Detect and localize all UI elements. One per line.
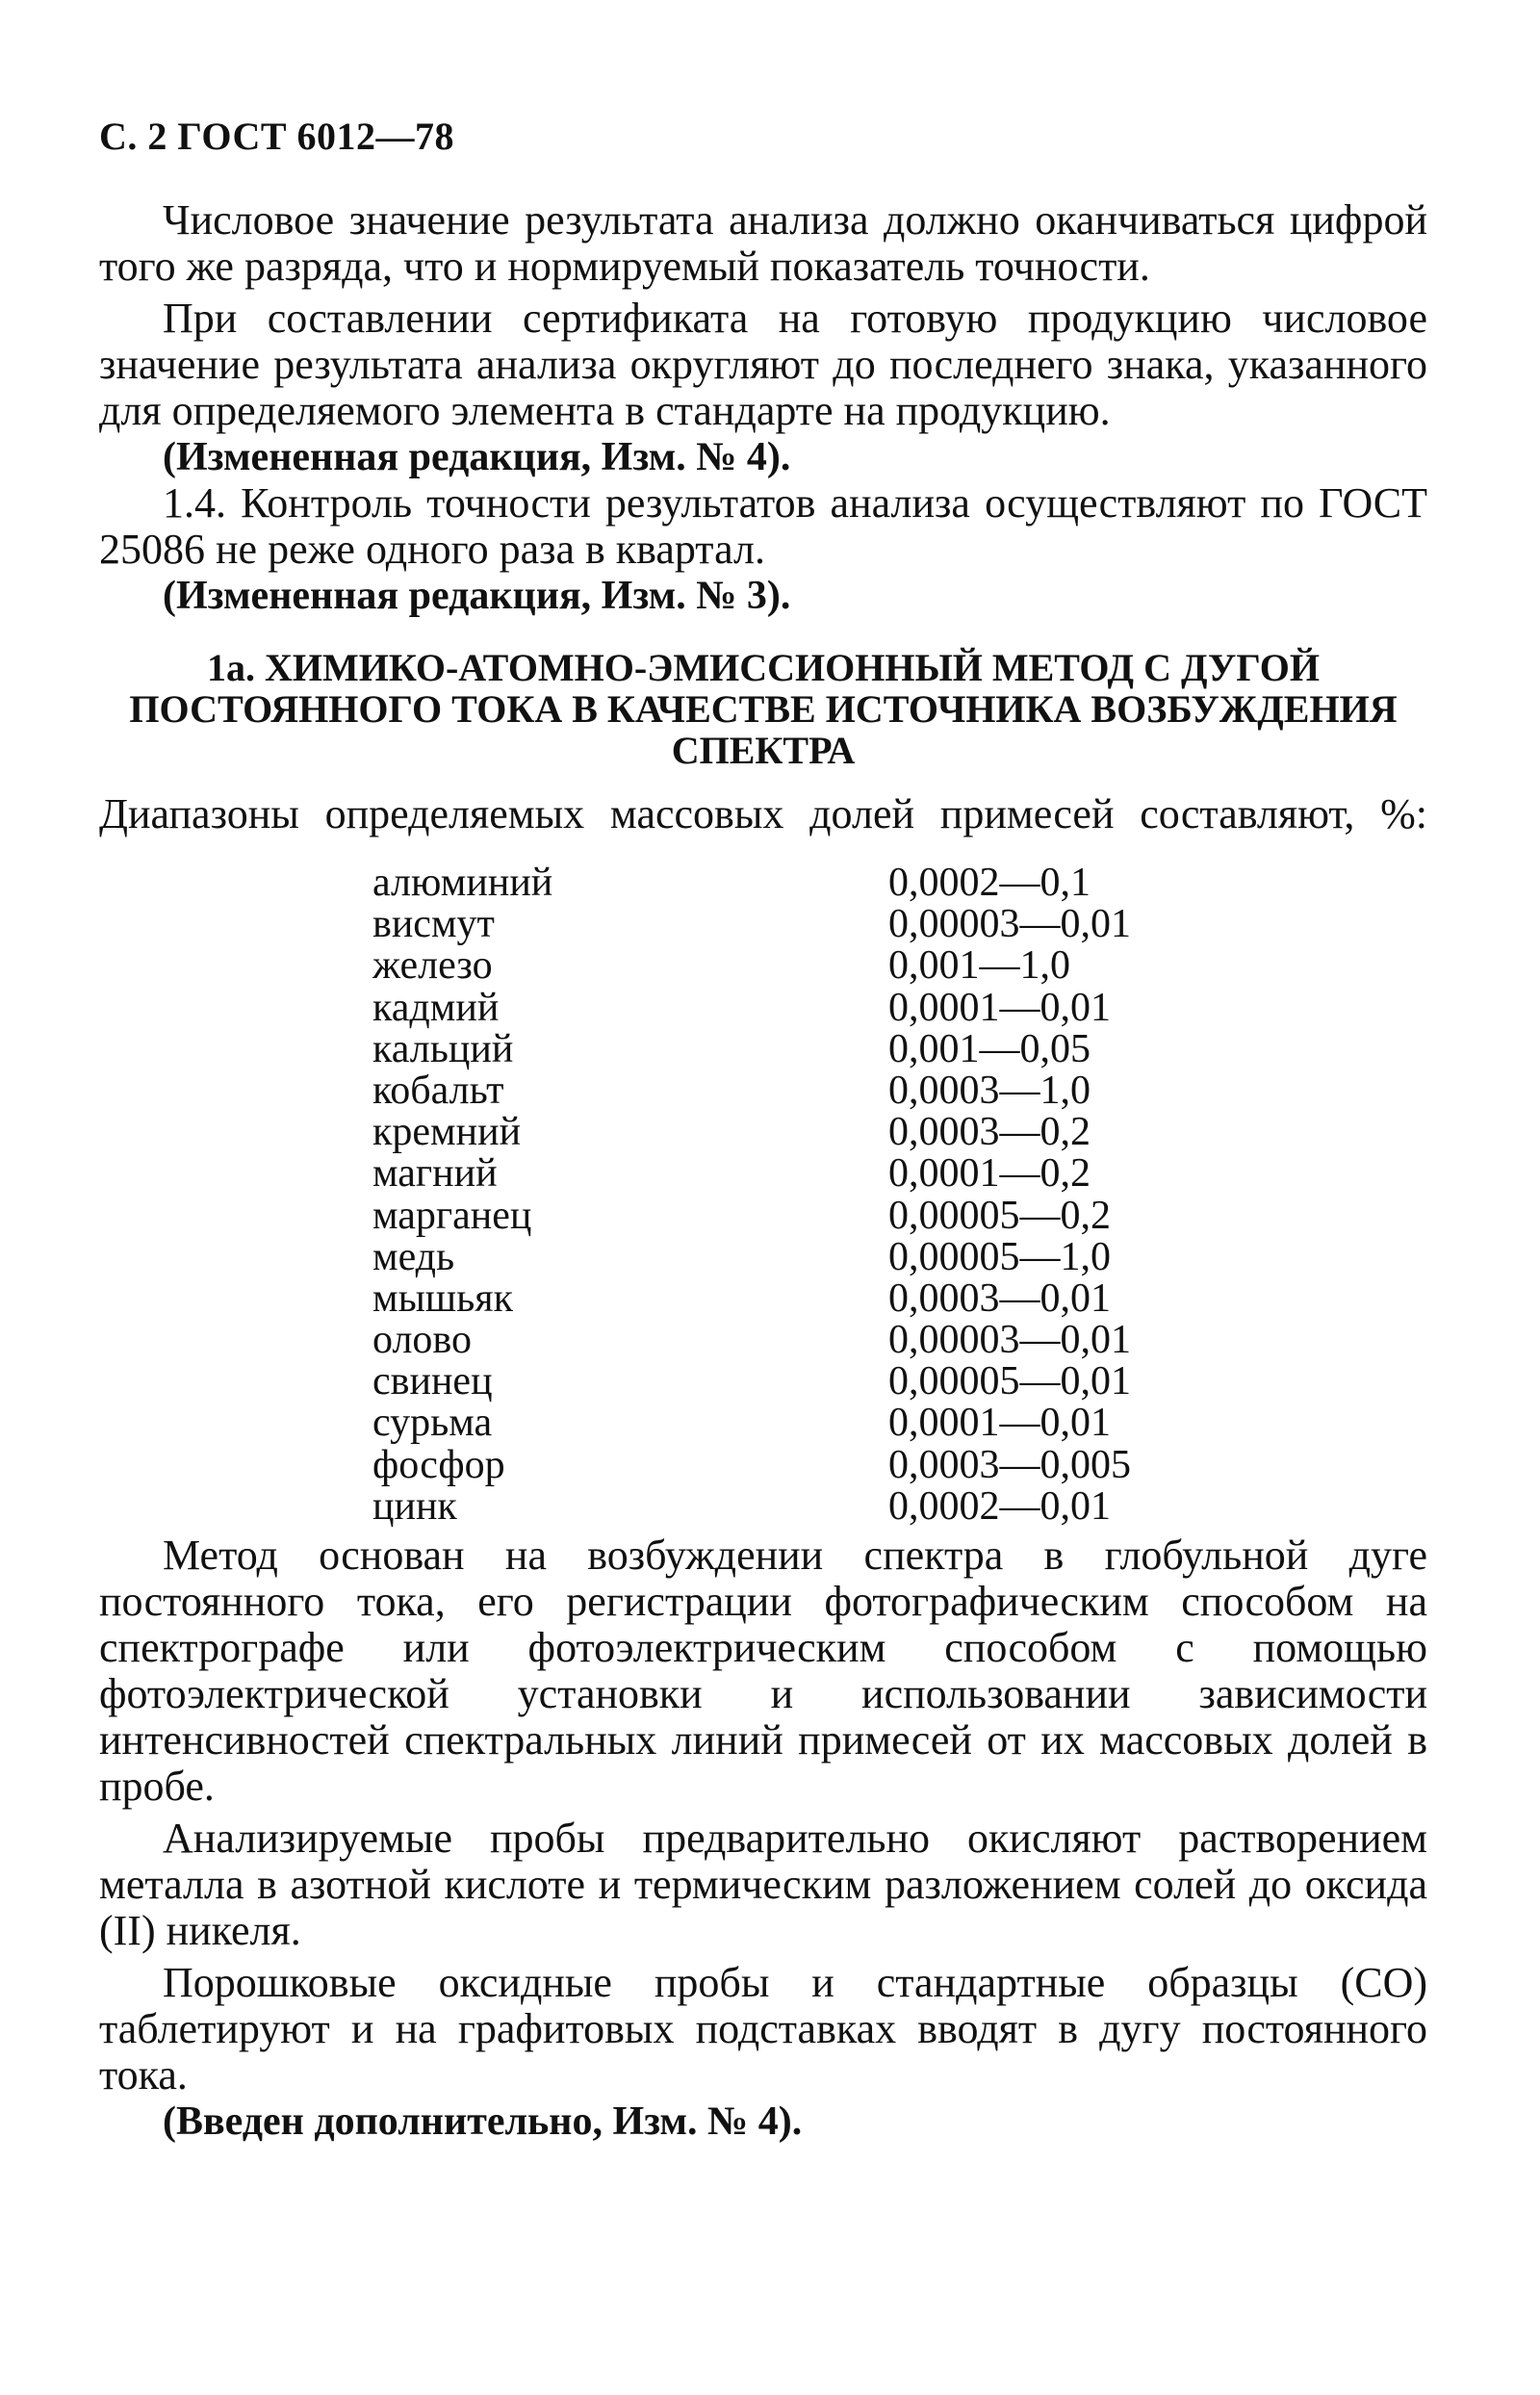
element-row [372,1361,1239,1403]
method-paragraphs [99,1532,1427,2145]
element-range: 0,0003—0,2 [888,1110,1091,1155]
element-name: сурьма [372,1401,493,1446]
paragraph: 1.4. Контроль точности результатов анализа осуществляют по ГОСТ 25086 не реже одного раза в квартал. [99,479,1427,573]
page-header: С. 2 ГОСТ 6012—78 [99,115,455,158]
element-name: магний [372,1151,498,1197]
element-range: 0,0003—0,005 [888,1442,1131,1487]
amendment-note: (Измененная редакция, Изм. № 4). [163,435,791,479]
element-row [372,1112,1239,1153]
element-row [372,1234,1239,1279]
element-name: кремний [372,1110,522,1155]
element-name: кадмий [372,985,500,1030]
element-row [372,1320,1239,1361]
element-range: 0,0002—0,01 [888,1483,1111,1529]
element-row [372,1153,1239,1195]
element-name: свинец [372,1359,493,1404]
element-name: марганец [372,1193,532,1238]
element-range: 0,00003—0,01 [888,1318,1131,1363]
element-row [372,1275,1239,1321]
element-range: 0,00005—0,2 [888,1193,1111,1238]
element-row [372,1442,1239,1487]
element-range: 0,0003—0,01 [888,1275,1111,1321]
element-row [372,863,1239,904]
element-name: кальций [372,1026,514,1071]
element-ranges-list [372,863,1239,1528]
element-name: алюминий [372,861,553,905]
element-range: 0,00003—0,01 [888,902,1131,947]
element-name: фосфор [372,1442,505,1487]
element-name: олово [372,1318,472,1363]
element-row [372,904,1239,945]
element-row [372,1026,1239,1071]
paragraph: Числовое значение результата анализа должно оканчиваться цифрой того же разряда, что и нормируемый показатель точности. [99,196,1427,290]
amendment-note: (Введен дополнительно, Изм. № 4). [163,2099,803,2144]
top-paragraphs [99,197,1427,619]
section-title-line: ПОСТОЯННОГО ТОКА В КАЧЕСТВЕ ИСТОЧНИКА ВОЗБУЖДЕНИЯ [129,687,1398,731]
paragraph: При составлении сертификата на готовую продукцию числовое значение результата анализа округляют до последнего знака, указанного для определяемого элемента в стандарте на продукцию. [99,295,1427,434]
element-row [372,1193,1239,1238]
element-name: висмут [372,902,495,947]
section-title [99,647,1427,771]
element-range: 0,001—1,0 [888,943,1070,989]
element-row [372,945,1239,987]
element-row [372,985,1239,1030]
element-range: 0,001—0,05 [888,1026,1091,1071]
element-name: медь [372,1234,455,1279]
element-range: 0,00005—0,01 [888,1359,1131,1404]
element-name: кобальт [372,1068,504,1113]
element-name: цинк [372,1483,457,1529]
paragraph: Анализируемые пробы предварительно окисляют растворением металла в азотной кислоте и термическим разложением солей до оксида (II) никеля. [99,1815,1427,1954]
element-range: 0,0002—0,1 [888,861,1091,905]
paragraph: Порошковые оксидные пробы и стандартные образцы (СО) таблетируют и на графитовых подставках вводят в дугу постоянного тока. [99,1959,1427,2099]
element-range: 0,0001—0,01 [888,1401,1111,1446]
element-range: 0,0001—0,2 [888,1151,1091,1197]
section-title-line: СПЕКТРА [671,729,856,772]
element-range: 0,0003—1,0 [888,1068,1091,1113]
element-name: железо [372,943,493,989]
paragraph: Метод основан на возбуждении спектра в глобульной дуге постоянного тока, его регистрации фотографическим способом на спектрографе или фотоэлектрическим способом с помощью фотоэлектрической установки и использовании зависимости интенсивностей спектральных линий примесей от их массовых долей в пробе. [99,1532,1427,1810]
element-name: мышьяк [372,1275,514,1321]
element-range: 0,00005—1,0 [888,1234,1111,1279]
element-row [372,1483,1239,1529]
element-row [372,1070,1239,1112]
section-title-line: 1а. ХИМИКО-АТОМНО-ЭМИССИОННЫЙ МЕТОД С ДУГОЙ [206,646,1320,689]
element-row [372,1403,1239,1444]
ranges-intro: Диапазоны определяемых массовых долей примесей составляют, %: [99,790,1427,837]
element-range: 0,0001—0,01 [888,985,1111,1030]
amendment-note: (Измененная редакция, Изм. № 3). [163,574,791,618]
